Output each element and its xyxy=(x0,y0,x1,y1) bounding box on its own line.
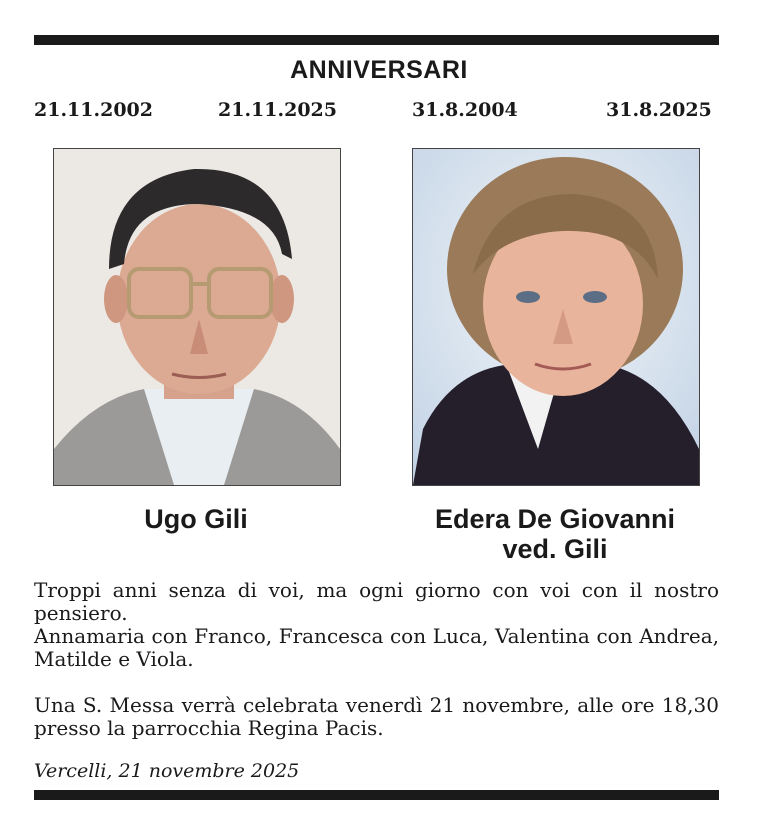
person-name-2 xyxy=(396,504,714,564)
date-anniversary-1: 21.11.2025 xyxy=(218,99,337,121)
portrait-photo-1 xyxy=(53,148,341,486)
bottom-rule xyxy=(34,790,719,800)
person-name-2-line1: Edera De Giovanni xyxy=(434,504,676,534)
person-name-2-line2: ved. Gili xyxy=(502,534,608,564)
portrait-photo-2 xyxy=(412,148,700,486)
date-anniversary-2: 31.8.2025 xyxy=(606,99,712,121)
mass-paragraph: Una S. Messa verrà celebrata venerdì 21 novembre, alle ore 18,30 presso la parrocchia Regina Pacis. xyxy=(34,693,719,740)
notice-heading: ANNIVERSARI xyxy=(290,56,468,84)
place-date: Vercelli, 21 novembre 2025 xyxy=(34,760,300,782)
person-name-1: Ugo Gili xyxy=(144,504,248,534)
date-death-1: 21.11.2002 xyxy=(34,99,153,121)
family-paragraph: Annamaria con Franco, Francesca con Luca, Valentina con Andrea, Matilde e Viola. xyxy=(34,624,719,671)
notice-body xyxy=(34,579,719,740)
top-rule xyxy=(34,35,719,45)
message-paragraph: Troppi anni senza di voi, ma ogni giorno con voi con il nostro pensiero. xyxy=(34,578,719,625)
date-death-2: 31.8.2004 xyxy=(412,99,518,121)
